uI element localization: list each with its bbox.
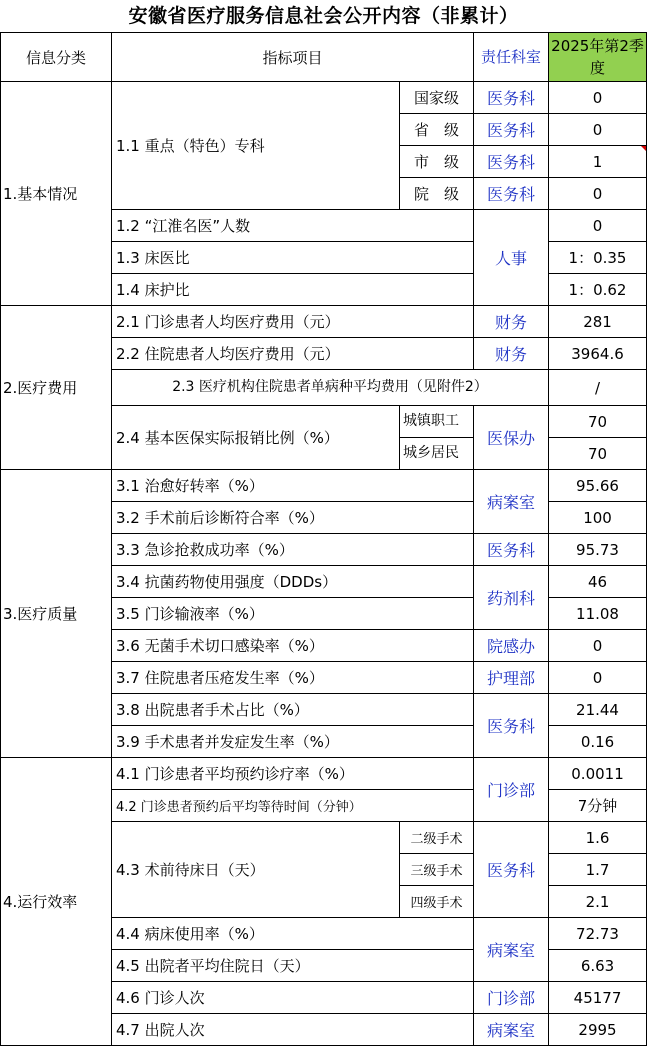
indicator-2-2: 2.2 住院患者人均医疗费用（元）: [112, 338, 474, 370]
value-cell: 95.73: [549, 534, 647, 566]
section-efficiency: 4.运行效率: [1, 758, 112, 1046]
header-indicator: 指标项目: [112, 33, 474, 82]
dept-cell: 医务科: [474, 534, 549, 566]
value-cell: 70: [549, 438, 647, 470]
section-cost: 2.医疗费用: [1, 306, 112, 470]
info-table: [0, 32, 647, 1046]
indicator-3-5: 3.5 门诊输液率（%）: [112, 598, 474, 630]
insurance-type: 城镇职工: [400, 406, 474, 438]
dept-cell: 门诊部: [474, 758, 549, 822]
dept-cell: 病案室: [474, 470, 549, 534]
indicator-4-1: 4.1 门诊患者平均预约诊疗率（%）: [112, 758, 474, 790]
section-quality: 3.医疗质量: [1, 470, 112, 758]
value-cell: 72.73: [549, 918, 647, 950]
value-cell: 7分钟: [549, 790, 647, 822]
value-cell: 11.08: [549, 598, 647, 630]
indicator-1-1: 1.1 重点（特色）专科: [112, 82, 400, 210]
value-cell: 21.44: [549, 694, 647, 726]
value-cell: 281: [549, 306, 647, 338]
value-cell: 1.7: [549, 854, 647, 886]
header-period: 2025年第2季度: [549, 33, 647, 82]
value-cell: 45177: [549, 982, 647, 1014]
indicator-3-7: 3.7 住院患者压疮发生率（%）: [112, 662, 474, 694]
indicator-4-6: 4.6 门诊人次: [112, 982, 474, 1014]
dept-cell: 财务: [474, 338, 549, 370]
indicator-3-1: 3.1 治愈好转率（%）: [112, 470, 474, 502]
level-label: 省 级: [400, 114, 474, 146]
indicator-3-6: 3.6 无菌手术切口感染率（%）: [112, 630, 474, 662]
indicator-2-3: 2.3 医疗机构住院患者单病种平均费用（见附件2）: [112, 370, 549, 406]
dept-cell: 院感办: [474, 630, 549, 662]
value-cell: 6.63: [549, 950, 647, 982]
dept-cell: 医务科: [474, 114, 549, 146]
value-cell: 1.6: [549, 822, 647, 854]
value-cell: 70: [549, 406, 647, 438]
value-cell: 1：0.35: [549, 242, 647, 274]
level-label: 市 级: [400, 146, 474, 178]
value-cell: 46: [549, 566, 647, 598]
indicator-4-7: 4.7 出院人次: [112, 1014, 474, 1046]
indicator-1-2: 1.2 “江淮名医”人数: [112, 210, 474, 242]
table-row: [1, 306, 647, 338]
dept-cell: 医保办: [474, 406, 549, 470]
dept-cell: 护理部: [474, 662, 549, 694]
indicator-3-8: 3.8 出院患者手术占比（%）: [112, 694, 474, 726]
value-cell: 0: [549, 82, 647, 114]
indicator-3-9: 3.9 手术患者并发症发生率（%）: [112, 726, 474, 758]
dept-cell: 医务科: [474, 178, 549, 210]
value-cell: /: [549, 370, 647, 406]
dept-cell: 病案室: [474, 918, 549, 982]
dept-cell: 医务科: [474, 82, 549, 114]
indicator-3-4: 3.4 抗菌药物使用强度（DDDs）: [112, 566, 474, 598]
surgery-level: 四级手术: [400, 886, 474, 918]
value-cell: 1：0.62: [549, 274, 647, 306]
value-cell: 0.0011: [549, 758, 647, 790]
section-basic: 1.基本情况: [1, 82, 112, 306]
indicator-1-4: 1.4 床护比: [112, 274, 474, 306]
dept-cell: 人事: [474, 210, 549, 306]
dept-cell: 门诊部: [474, 982, 549, 1014]
indicator-3-3: 3.3 急诊抢救成功率（%）: [112, 534, 474, 566]
dept-cell: 医务科: [474, 822, 549, 918]
page-title: 安徽省医疗服务信息社会公开内容（非累计）: [128, 5, 519, 27]
dept-cell: 医务科: [474, 694, 549, 758]
indicator-3-2: 3.2 手术前后诊断符合率（%）: [112, 502, 474, 534]
dept-cell: 医务科: [474, 146, 549, 178]
value-cell: 0: [549, 210, 647, 242]
value-cell: 3964.6: [549, 338, 647, 370]
value-cell: 0.16: [549, 726, 647, 758]
value-cell: 0: [549, 114, 647, 146]
header-category: 信息分类: [1, 33, 112, 82]
indicator-2-4: 2.4 基本医保实际报销比例（%）: [112, 406, 400, 470]
indicator-4-4: 4.4 病床使用率（%）: [112, 918, 474, 950]
indicator-4-3: 4.3 术前待床日（天）: [112, 822, 400, 918]
value-cell: 95.66: [549, 470, 647, 502]
insurance-type: 城乡居民: [400, 438, 474, 470]
header-row: [1, 33, 647, 82]
dept-cell: 病案室: [474, 1014, 549, 1046]
table-row: [1, 470, 647, 502]
value-cell: 2.1: [549, 886, 647, 918]
value-cell: 0: [549, 178, 647, 210]
table-row: [1, 758, 647, 790]
value-cell: 0: [549, 630, 647, 662]
surgery-level: 二级手术: [400, 822, 474, 854]
level-label: 国家级: [400, 82, 474, 114]
surgery-level: 三级手术: [400, 854, 474, 886]
value-cell: 1: [549, 146, 647, 178]
dept-cell: 药剂科: [474, 566, 549, 630]
table-row: [1, 82, 647, 114]
indicator-4-5: 4.5 出院者平均住院日（天）: [112, 950, 474, 982]
dept-cell: 财务: [474, 306, 549, 338]
indicator-1-3: 1.3 床医比: [112, 242, 474, 274]
level-label: 院 级: [400, 178, 474, 210]
indicator-2-1: 2.1 门诊患者人均医疗费用（元）: [112, 306, 474, 338]
header-dept: 责任科室: [474, 33, 549, 82]
value-cell: 2995: [549, 1014, 647, 1046]
comment-marker-icon: [641, 146, 646, 151]
value-cell: 0: [549, 662, 647, 694]
indicator-4-2: 4.2 门诊患者预约后平均等待时间（分钟）: [112, 790, 474, 822]
value-cell: 100: [549, 502, 647, 534]
